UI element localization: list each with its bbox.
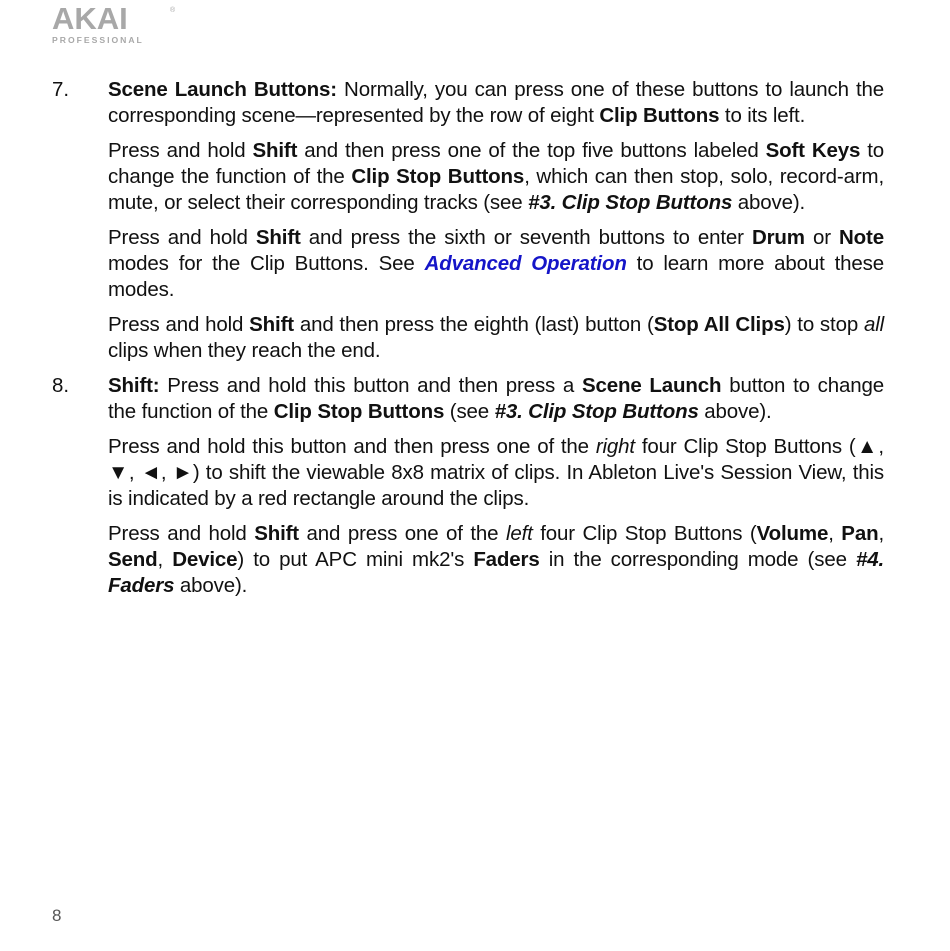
text-run: Press and hold (108, 522, 255, 545)
text-run: Normally, you can press one of these buttons to launch the corresponding scene—represented by the row of eight (108, 78, 884, 127)
emphasis: left (505, 522, 533, 545)
paragraph (108, 138, 884, 216)
text-run: above). (698, 400, 772, 423)
paragraph (108, 312, 884, 364)
logo-wordmark: AKAI (52, 1, 128, 36)
text-run: clips when they reach the end. (108, 339, 381, 362)
text-run: , which can then stop, solo, record-arm, mute, or select their corresponding tracks (see (108, 165, 885, 214)
bold-term: Device (172, 548, 238, 571)
text-run: to change the function of the (108, 139, 885, 188)
bold-term: Clip Buttons (599, 104, 720, 127)
text-run: four Clip Stop Buttons ( (532, 522, 757, 545)
text-run: button to change the function of the (108, 374, 885, 423)
text-run: Press and hold this button and then press a (159, 374, 582, 397)
section-reference: #4. Faders (108, 548, 885, 597)
text-run: or (804, 226, 840, 249)
text-run: Press and hold this button and then press one of the (108, 435, 596, 458)
bold-term: Faders (473, 548, 540, 571)
emphasis: all (863, 313, 885, 336)
item-body (108, 373, 884, 608)
text-run: , (828, 522, 842, 545)
section-reference: #3. Clip Stop Buttons (528, 191, 733, 214)
bold-term: Drum (751, 226, 805, 249)
text-run: to learn more about these modes. (108, 252, 885, 301)
item-number: 8. (52, 374, 70, 397)
text-run: ) to stop (784, 313, 864, 336)
bold-term: Clip Stop Buttons (273, 400, 445, 423)
text-run: above). (174, 574, 248, 597)
text-run: four Clip Stop Buttons (▲, ▼, ◄, ►) to shift the viewable 8x8 matrix of clips. In Ableton Live's Session View, this is indicated by a red rectangle around the clips. (108, 435, 884, 510)
advanced-operation-link[interactable]: Advanced Operation (424, 252, 627, 275)
bold-term: Scene Launch (581, 374, 722, 397)
paragraph (108, 373, 884, 425)
text-run: modes for the Clip Buttons. See (108, 252, 425, 275)
akai-professional-logo (52, 1, 176, 45)
logo-subtitle: PROFESSIONAL (52, 35, 144, 45)
paragraph (108, 434, 884, 512)
bold-term: Soft Keys (765, 139, 861, 162)
text-run: and press the sixth or seventh buttons to enter (300, 226, 752, 249)
emphasis: right (595, 435, 635, 458)
section-reference: #3. Clip Stop Buttons (494, 400, 699, 423)
text-run: in the corresponding mode (see (539, 548, 856, 571)
bold-term: Shift (254, 522, 299, 545)
paragraph (108, 225, 884, 303)
bold-term: Shift (249, 313, 294, 336)
text-run: (see (444, 400, 495, 423)
bold-term: Shift (252, 139, 298, 162)
text-run: and press one of the (298, 522, 506, 545)
text-run: , (157, 548, 173, 571)
bold-term: Pan (841, 522, 879, 545)
bold-term: Stop All Clips (653, 313, 785, 336)
bold-term: Shift (255, 226, 301, 249)
bold-term: Shift: (108, 374, 160, 397)
item-number: 7. (52, 78, 70, 101)
text-run: , (878, 522, 884, 545)
list-item (52, 373, 884, 608)
manual-content (52, 77, 884, 608)
text-run: and then press one of the top five buttons labeled (297, 139, 766, 162)
text-run: Press and hold (108, 139, 253, 162)
bold-term: Clip Stop Buttons (351, 165, 525, 188)
text-run: Press and hold (108, 313, 250, 336)
bold-term: Note (839, 226, 884, 249)
paragraph (108, 77, 884, 129)
bold-term: Volume (756, 522, 829, 545)
text-run: above). (732, 191, 806, 214)
text-run: and then press the eighth (last) button ( (293, 313, 654, 336)
item-body (108, 77, 884, 373)
text-run: ) to put APC mini mk2's (237, 548, 474, 571)
list-item (52, 77, 884, 373)
bold-term: Send (108, 548, 158, 571)
bold-term: Scene Launch Buttons: (108, 78, 337, 101)
logo-trademark: ® (170, 7, 176, 14)
text-run: to its left. (719, 104, 806, 127)
page-number: 8 (52, 906, 62, 925)
text-run: Press and hold (108, 226, 256, 249)
paragraph (108, 521, 884, 599)
